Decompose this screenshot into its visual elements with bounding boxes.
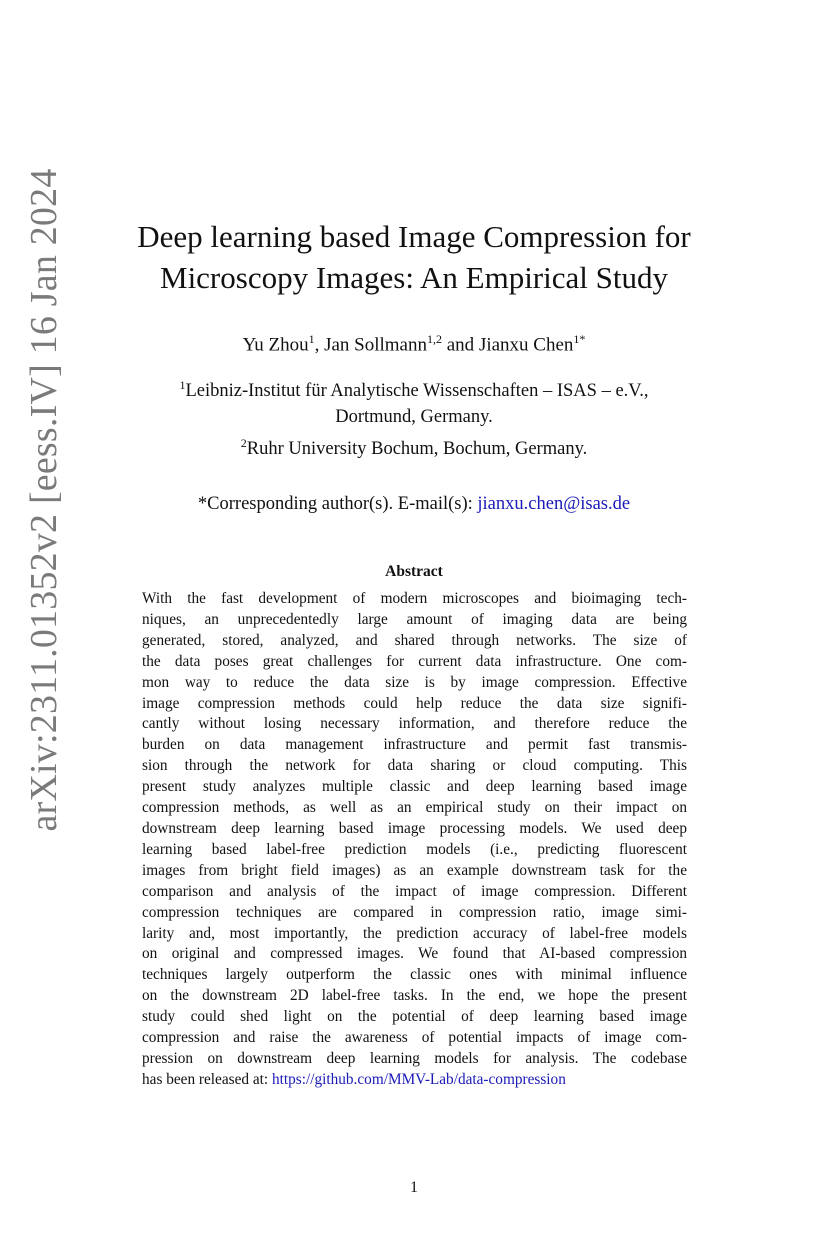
abstract-line: downstream deep learning based image processing models. We used deep: [142, 819, 687, 837]
paper-title-line-1: Deep learning based Image Compression for: [137, 219, 691, 254]
affiliation-mark: 1: [179, 378, 186, 392]
author-list: [114, 332, 714, 356]
author-separator: ,: [314, 334, 325, 356]
abstract-line: larity and, most importantly, the prediction accuracy of label-free models: [142, 924, 687, 942]
abstract-line: compression methods, as well as an empirical study on their impact on: [142, 799, 687, 817]
affiliation-text: Ruhr University Bochum, Bochum, Germany.: [246, 439, 588, 460]
abstract-line: images from bright field images) as an example downstream task for the: [142, 861, 687, 879]
paper-title-line-2: Microscopy Images: An Empirical Study: [160, 260, 668, 295]
author-separator: and: [442, 334, 479, 356]
author-name: Yu Zhou: [242, 334, 309, 356]
codebase-link[interactable]: https://github.com/MMV-Lab/data-compression: [271, 1070, 566, 1088]
abstract-line: on the downstream 2D label-free tasks. In the end, we hope the present: [142, 987, 687, 1005]
affiliation-2: [110, 430, 718, 462]
corresponding-email-link[interactable]: jianxu.chen@isas.de: [477, 494, 631, 514]
abstract-line: niques, an unprecedentedly large amount of imaging data are being: [142, 610, 687, 628]
affiliation-mark: 2: [240, 436, 247, 451]
abstract-line: burden on data management infrastructure and permit fast transmis-: [142, 736, 687, 754]
author-affiliation-mark: 1: [308, 332, 315, 346]
author-name: Jan Sollmann: [324, 334, 427, 356]
corresponding-author-note: [114, 494, 714, 515]
author-name: Jianxu Chen: [478, 334, 574, 356]
abstract-line: generated, stored, analyzed, and shared through networks. The size of: [142, 631, 687, 649]
abstract-line: has been released at:: [142, 1070, 272, 1088]
abstract-line: pression on downstream deep learning models for analysis. The codebase: [142, 1049, 687, 1067]
affiliation-1: [110, 372, 718, 404]
abstract-line: learning based label-free prediction models (i.e., predicting fluorescent: [142, 840, 687, 858]
paper-title: [114, 216, 714, 298]
abstract-line: sion through the network for data sharing or cloud computing. This: [142, 757, 687, 775]
abstract-line: study could shed light on the potential of deep learning based image: [142, 1008, 687, 1026]
corresponding-author-label: *Corresponding author(s). E-mail(s):: [197, 494, 478, 514]
abstract-line: compression and raise the awareness of potential impacts of image com-: [142, 1029, 687, 1047]
abstract-line: image compression methods could help reduce the data size signifi-: [142, 694, 687, 712]
abstract-line: on original and compressed images. We found that AI-based compression: [142, 945, 687, 963]
page-number: 1: [410, 1179, 418, 1196]
abstract-last-line: [142, 1070, 687, 1091]
abstract-line: mon way to reduce the data size is by image compression. Effective: [142, 673, 687, 691]
abstract-line: cantly without losing necessary information, and therefore reduce the: [142, 715, 687, 733]
author-affiliation-mark: 1,2: [427, 332, 442, 346]
abstract-line: the data poses great challenges for current data infrastructure. One com-: [142, 652, 687, 670]
abstract-line: compression techniques are compared in compression ratio, image simi-: [142, 903, 687, 921]
abstract-body: [142, 589, 687, 1091]
affiliation-text: Leibniz-Institut für Analytische Wissenschaften – ISAS – e.V.,: [185, 381, 649, 402]
arxiv-identifier-stamp[interactable]: arXiv:2311.01352v2 [eess.IV] 16 Jan 2024: [23, 168, 65, 832]
affiliation-1-continued: Dortmund, Germany.: [335, 407, 493, 428]
abstract-line: With the fast development of modern microscopes and bioimaging tech-: [142, 590, 687, 607]
abstract-line: present study analyzes multiple classic and deep learning based image: [142, 778, 687, 796]
author-affiliation-mark: 1*: [573, 332, 586, 346]
affiliation-list: [110, 372, 718, 462]
abstract-line: comparison and analysis of the impact of image compression. Different: [142, 882, 687, 900]
abstract-line: techniques largely outperform the classic ones with minimal influence: [142, 966, 687, 984]
abstract-heading: Abstract: [385, 563, 443, 580]
